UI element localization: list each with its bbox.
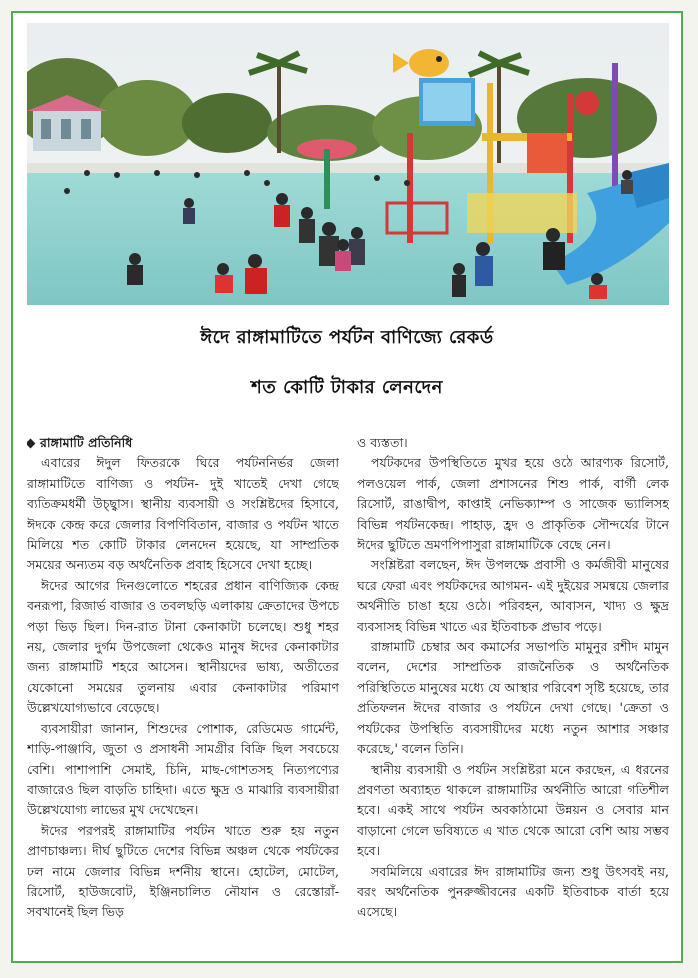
paragraph: পর্যটকদের উপস্থিতিতে মুখর হয়ে ওঠে আরণ্যক রিসোর্ট, পলওয়েল পার্ক, জেলা প্রশাসনের শিশু পার্ক, বার্গী লেক রিসোর্ট, রাঙাদ্বীপ, কাপ্তাই নেভিক্যাম্প ও সাজেক ভ্যালিসহ বিভিন্ন পর্যটনকেন্দ্র। পাহাড়, হ্রদ ও প্রাকৃতিক সৌন্দর্যের টানে ঈদের ছুটিতে ভ্রমণপিপাসুরা রাঙ্গামাটিকে বেছে নেন।	[357, 455, 669, 553]
paragraph: স্থানীয় ব্যবসায়ী ও পর্যটন সংশ্লিষ্টরা মনে করছেন, এ ধরনের প্রবণতা অব্যাহত থাকলে রাঙ্গামাটির অর্থনীতি আরো গতিশীল হবে। একই সাথে পর্যটন অবকাঠামো উন্নয়ন ও সেবার মান বাড়ানো গেলে ভবিষ্যতে এ খাত থেকে আরো বেশি আয় সম্ভব হবে।	[357, 761, 669, 859]
paragraph: সংশ্লিষ্টরা বলছেন, ঈদ উপলক্ষে প্রবাসী ও কর্মজীবী মানুষের ঘরে ফেরা এবং পর্যটকদের আগমন- এই দুইয়ের সমন্বয়ে জেলার অর্থনীতি চাঙা হয়ে ওঠে। পরিবহন, আবাসন, খাদ্য ও ক্ষুদ্র ব্যবসাসহ বিভিন্ন খাতে এর ইতিবাচক প্রভাব পড়ে।	[357, 557, 669, 634]
water-park-illustration	[27, 23, 669, 305]
column-left	[27, 433, 339, 953]
paragraph: ব্যবসায়ীরা জানান, শিশুদের পোশাক, রেডিমেড গার্মেন্ট, শাড়ি-পাঞ্জাবি, জুতা ও প্রসাধনী সামগ্রীর বিক্রি ছিল সবচেয়ে বেশি। পাশাপাশি সেমাই, চিনি, মাছ-গোশতসহ নিত্যপণ্যের বাজারেও ছিল বাড়তি চাহিদা। এতে ক্ষুদ্র ও মাঝারি ব্যবসায়ীরা উল্লেখযোগ্য লাভের মুখ দেখেছেন।	[27, 720, 339, 818]
byline-text: রাঙ্গামাটি প্রতিনিধি	[40, 435, 133, 450]
paragraph: সবমিলিয়ে এবারের ঈদ রাঙ্গামাটির জন্য শুধু উৎসবই নয়, বরং অর্থনৈতিক পুনরুজ্জীবনের একটি ইতিবাচক বার্তা হয়ে এসেছে।	[357, 863, 669, 920]
headline	[13, 313, 681, 413]
article-body	[27, 433, 669, 953]
paragraph: ঈদের আগের দিনগুলোতে শহরের প্রধান বাণিজ্যিক কেন্দ্র বনরূপা, রিজার্ভ বাজার ও তবলছড়ি এলাকায় ক্রেতাদের উপচে পড়া ভিড় ছিল। দিন-রাত টানা কেনাকাটা চলেছে। শুধু শহর নয়, জেলার দুর্গম উপজেলা থেকেও মানুষ ঈদের কেনাকাটার জন্য রাঙ্গামাটি শহরে আসেন। স্থানীয়দের ভাষ্য, অতীতের যেকোনো সময়ের তুলনায় এবার কেনাকাটার পরিমাণ উল্লেখযোগ্যভাবে বেড়েছে।	[27, 577, 339, 716]
byline	[27, 433, 339, 453]
article-photo	[27, 23, 669, 305]
headline-line-2: শত কোটি টাকার লেনদেন	[251, 377, 443, 398]
paragraph: ঈদের পরপরই রাঙ্গামাটির পর্যটন খাতে শুরু হয় নতুন প্রাণচাঞ্চল্য। দীর্ঘ ছুটিতে দেশের বিভিন্ন অঞ্চল থেকে পর্যটকের ঢল নামে জেলার বিভিন্ন দর্শনীয় স্থানে। হোটেল, মোটেল, রিসোর্ট, হাউজবোট, ইঞ্জিনচালিত নৌযান ও রেস্তোরাঁ- সবখানেই ছিল ভিড়	[27, 822, 339, 920]
paragraph-continuation: ও ব্যস্ততা।	[357, 435, 408, 450]
paragraph: এবারের ঈদুল ফিতরকে ঘিরে পর্যটননির্ভর জেলা রাঙ্গামাটিতে বাণিজ্য ও পর্যটন- দুই খাতেই দেখা গেছে ব্যতিক্রমধর্মী উচ্ছ্বাস। স্থানীয় ব্যবসায়ী ও সংশ্লিষ্টদের হিসাবে, ঈদকে কেন্দ্র করে জেলার বিপণিবিতান, বাজার ও পর্যটন খাতে মিলিয়ে শত কোটি টাকার লেনদেন হয়েছে, যা সাম্প্রতিক সময়ের অন্যতম বড় অর্থনৈতিক প্রবাহ হিসেবে দেখা হচ্ছে।	[27, 455, 339, 573]
column-right	[357, 433, 669, 953]
article-frame	[11, 11, 683, 963]
bullet-icon	[27, 438, 35, 448]
headline-line-1: ঈদে রাঙ্গামাটিতে পর্যটন বাণিজ্যে রেকর্ড	[200, 327, 494, 348]
paragraph: রাঙ্গামাটি চেম্বার অব কমার্সের সভাপতি মামুনুর রশীদ মামুন বলেন, দেশের সাম্প্রতিক রাজনৈতিক ও অর্থনৈতিক পরিস্থিতিতে মানুষের মধ্যে যে আস্থার পরিবেশ সৃষ্টি হয়েছে, তার প্রতিফলন ঈদের বাজার ও পর্যটনে দেখা গেছে। 'ক্রেতা ও পর্যটকের উপস্থিতি ব্যবসায়ীদের মধ্যে নতুন আশার সঞ্চার করেছে,' বলেন তিনি।	[357, 639, 669, 757]
